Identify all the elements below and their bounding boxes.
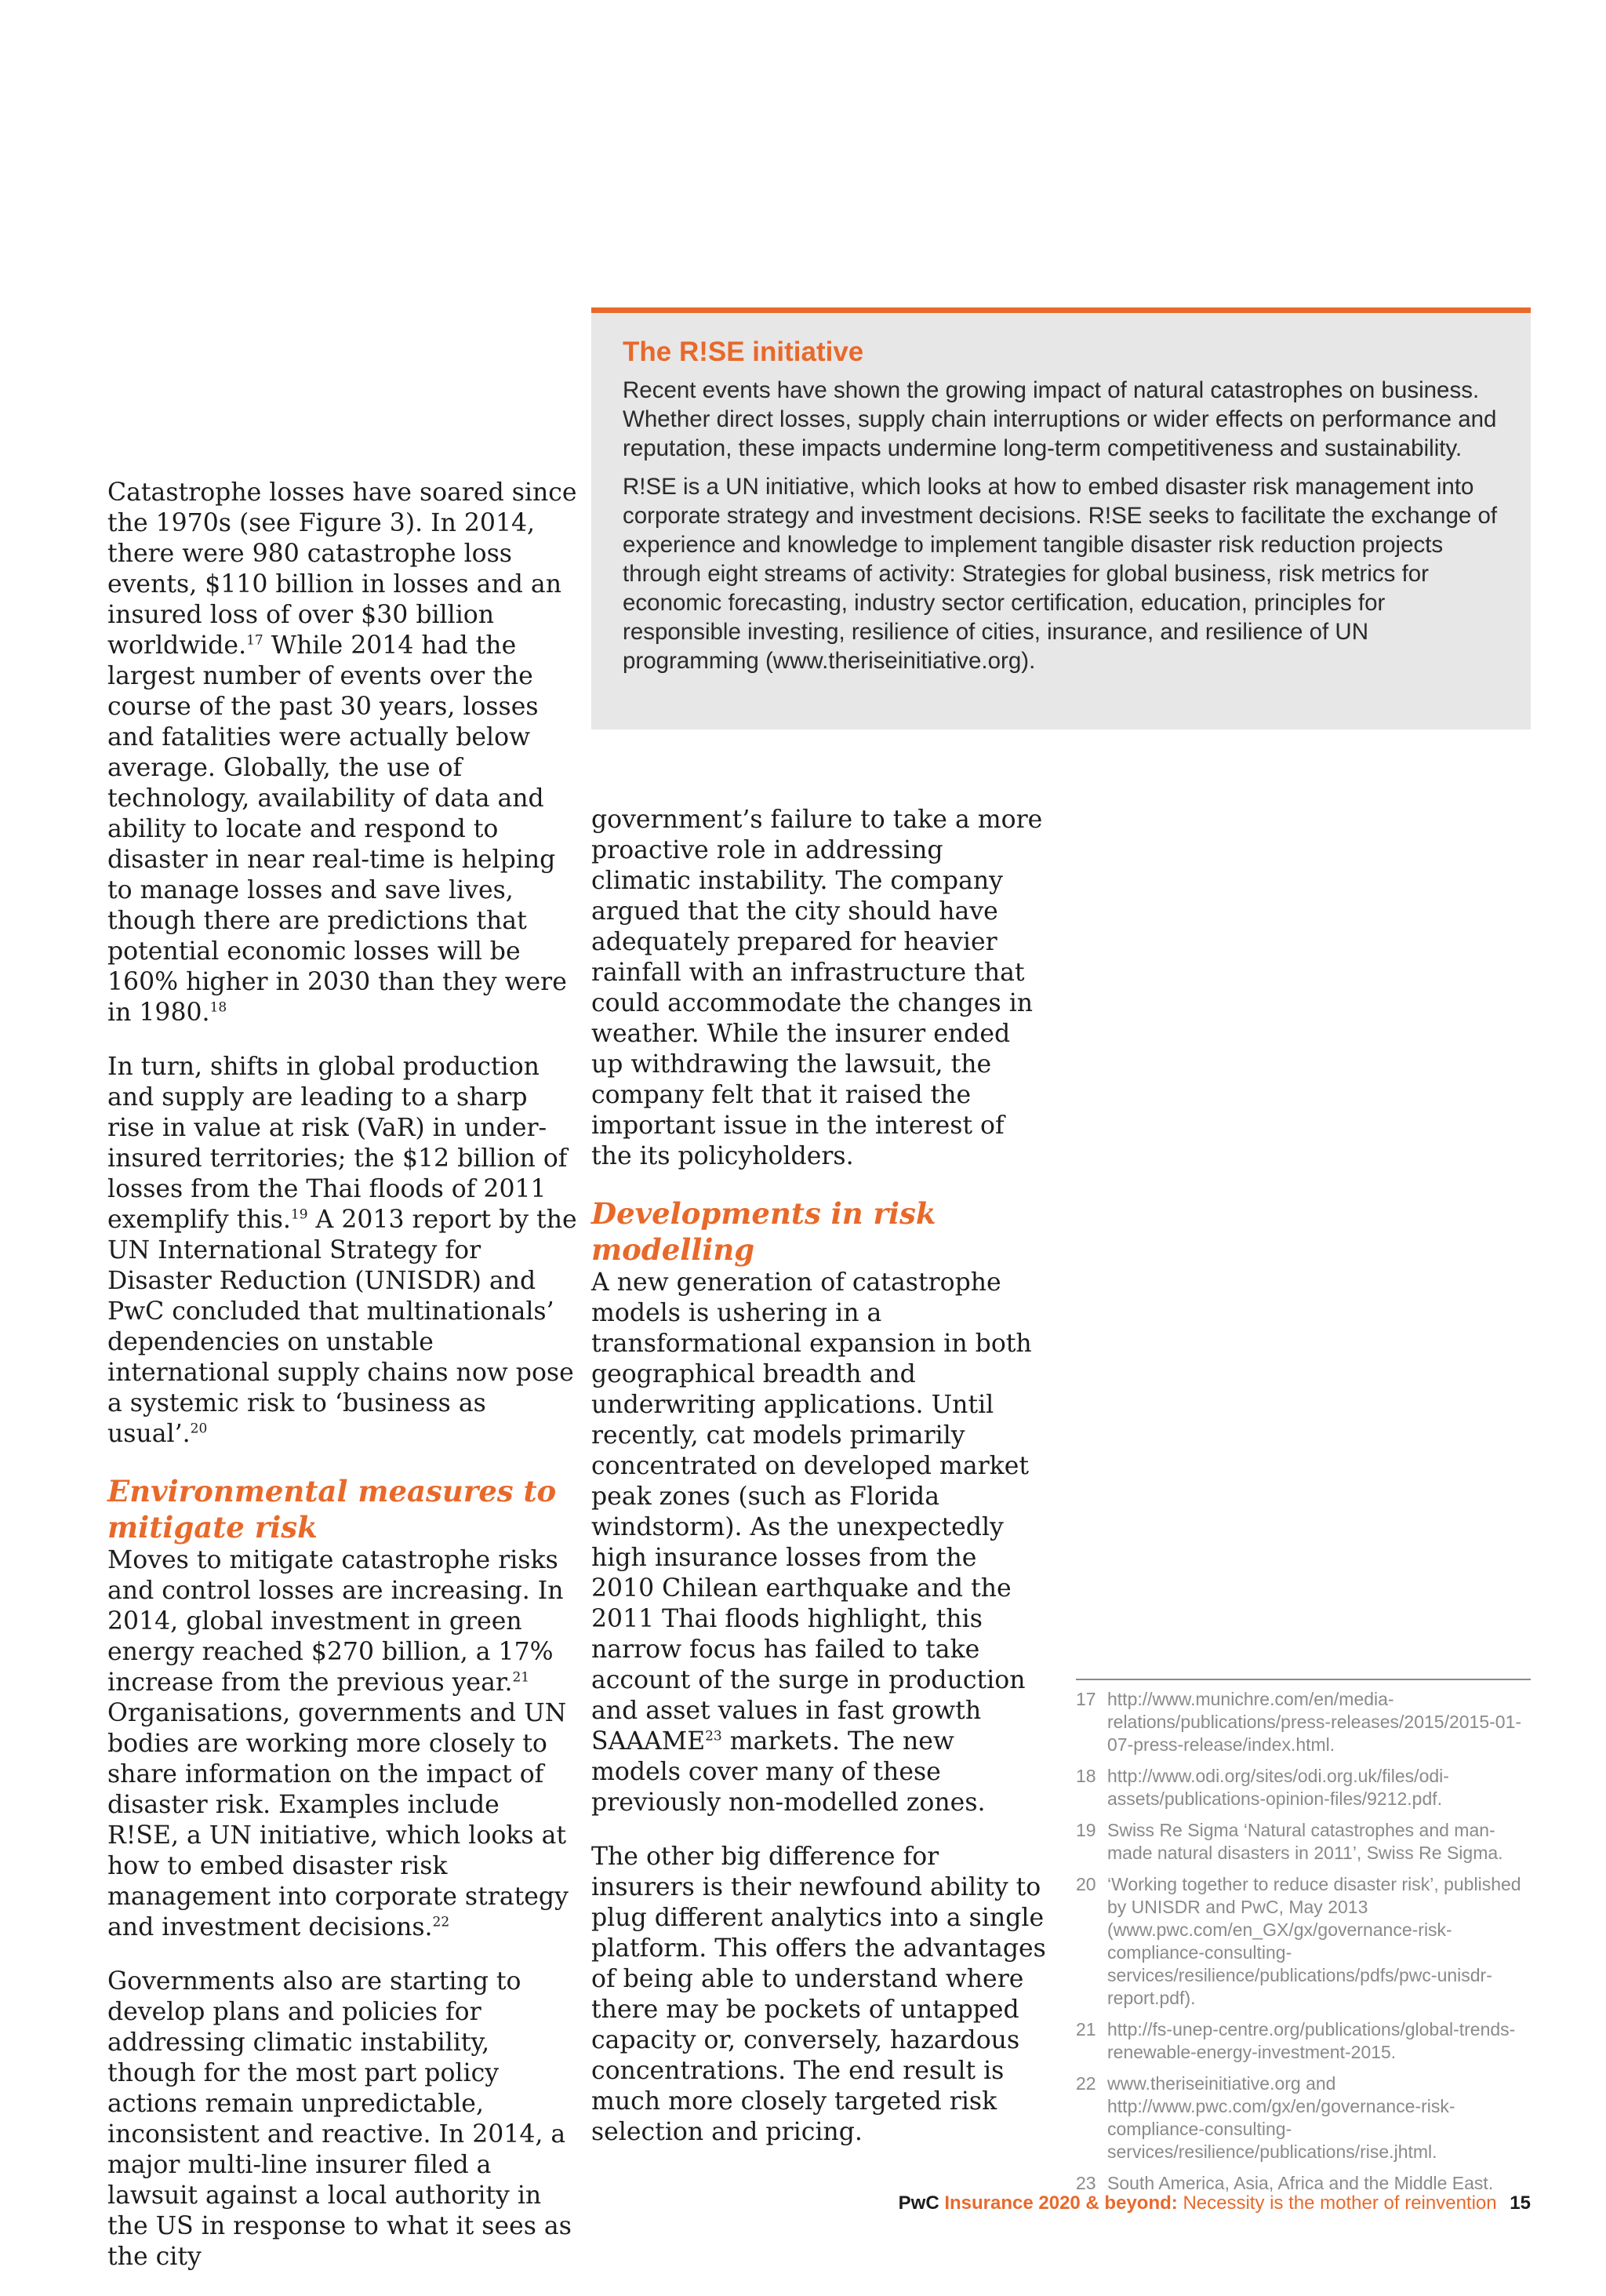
body-paragraph: The other big difference for insurers is their newfound ability to plug different analytics into a single platform. This offers the advantages of being able to understand where there may be pockets of untapped capacity or, conversely, hazardous concentrations. The end result is much more closely targeted risk selection and pricing.: [591, 1843, 1046, 2146]
footnote-item: 18 http://www.odi.org/sites/odi.org.uk/files/odi-assets/publications-opinion-files/9212.pdf.: [1076, 1766, 1449, 1809]
section-heading: Environmental measures to mitigate risk: [107, 1474, 557, 1545]
body-paragraph: In turn, shifts in global production and supply are leading to a sharp rise in value at risk (VaR) in under-insured territories; the $12 billion of losses from the Thai floods of 2011 exemplify this.$^{19}$ A 2013 report by the UN International Strategy for Disaster Reduction (UNISDR) and PwC concluded that multinationals’ dependencies on unstable international supply chains now pose a systemic risk to ‘business as usual’.$^{20}$: [107, 1053, 577, 1448]
footnote-ref: 18: [209, 999, 227, 1016]
callout-paragraph: Recent events have shown the growing impact of natural catastrophes on business. Whether direct losses, supply chain interruptions or wider effects on performance and reputation, these impacts undermine long-term competitiveness and sustainability.: [623, 377, 1497, 461]
footnote-item: 17 http://www.munichre.com/en/media-relations/publications/press-releases/2015/2015-01-07-press-release/index.html.: [1076, 1689, 1522, 1755]
footnote-item: 23 South America, Asia, Africa and the Middle East.: [1076, 2173, 1494, 2193]
footnote-ref: 19: [290, 1206, 308, 1223]
footnote-ref: 23: [705, 1728, 722, 1745]
page-number: 15: [1510, 2192, 1531, 2214]
footer-brand: PwC: [898, 2192, 939, 2214]
footnote-ref: 17: [246, 632, 263, 649]
section-heading: Developments in risk modelling: [591, 1196, 936, 1267]
footnote-item: 22 www.theriseinitiative.org and http://www.pwc.com/gx/en/governance-risk-compliance-consulting-services/resilience/publications/rise.jhtml.: [1076, 2073, 1455, 2162]
footer-title: Insurance 2020 & beyond:: [944, 2192, 1178, 2214]
footer-subtitle: Necessity is the mother of reinvention: [1183, 2192, 1497, 2214]
body-paragraph: Catastrophe losses have soared since the 1970s (see Figure 3). In 2014, there were 980 catastrophe loss events, $110 billion in losses and an insured loss of over $30 billion worldwide.$^{17}$ While 2014 had the largest number of events over the course of the past 30 years, losses and fatalities were actually below average. Globally, the use of technology, availability of data and ability to locate and respond to disaster in near real-time is helping to manage losses and save lives, though there are predictions that potential economic losses will be 160% higher in 2030 than they were in 1980.18: [107, 478, 577, 1027]
footnote-ref: 20: [190, 1421, 208, 1437]
left-column: [107, 478, 578, 2296]
callout-title: The R!SE initiative: [623, 337, 864, 367]
footnote-ref: 21: [512, 1669, 530, 1686]
body-paragraph: Moves to mitigate catastrophe risks and control losses are increasing. In 2014, global investment in green energy reached $270 billion, a 17% increase from the previous year.$^{21}$ Organisations, governments and UN bodies are working more closely to share information on the impact of disaster risk. Examples include R!SE, a UN initiative, which looks at how to embed disaster risk management into corporate strategy and investment decisions.$^{22}$: [107, 1546, 569, 1941]
footnote-item: 19 Swiss Re Sigma ‘Natural catastrophes and man-made natural disasters in 2011’, Swiss Re Sigma.: [1076, 1820, 1503, 1863]
middle-column: [591, 805, 1046, 2171]
body-paragraph: A new generation of catastrophe models is ushering in a transformational expansion in both geographical breadth and underwriting applications. Until recently, cat models primarily concentrated on developed market peak zones (such as Florida windstorm). As the unexpectedly high insurance losses from the 2010 Chilean earthquake and the 2011 Thai floods highlight, this narrow focus has failed to take account of the surge in production and asset values in fast growth SAAAME$^{23}$ markets. The new models cover many of these previously non-modelled zones.: [591, 1268, 1032, 1817]
footnotes: [1076, 1679, 1531, 2203]
body-paragraph: Governments also are starting to develop plans and policies for addressing climatic instability, though for the most part policy actions remain unpredictable, inconsistent and reactive. In 2014, a major multi-line insurer filed a lawsuit against a local authority in the US in response to what it sees as the city: [107, 1967, 572, 2271]
callout-paragraph: R!SE is a UN initiative, which looks at how to embed disaster risk management into corporate strategy and investment decisions. R!SE seeks to facilitate the exchange of experience and knowledge to implement tangible disaster risk reduction projects through eight streams of activity: Strategies for global business, risk metrics for economic forecasting, industry sector certification, education, principles for responsible investing, resilience of cities, insurance, and resilience of UN programming (www.theriseinitiative.org).: [623, 474, 1498, 674]
footnote-item: 20 ‘Working together to reduce disaster risk’, published by UNISDR and PwC, May 2013 (www.pwc.com/en_GX/gx/governance-risk-compliance-consulting-services/resilience/publications/pdfs/pwc-unisdr-report.pdf).: [1076, 1874, 1521, 2008]
footnote-ref: 22: [432, 1914, 450, 1930]
page-footer: [899, 2192, 1531, 2214]
body-paragraph: government’s failure to take a more proactive role in addressing climatic instability. The company argued that the city should have adequately prepared for heavier rainfall with an infrastructure that could accommodate the changes in weather. While the insurer ended up withdrawing the lawsuit, the company felt that it raised the important issue in the interest of the its policyholders.: [591, 806, 1043, 1170]
rise-initiative-callout: [591, 307, 1531, 730]
footnote-item: 21 http://fs-unep-centre.org/publications/global-trends-renewable-energy-investment-2015.: [1076, 2019, 1516, 2062]
